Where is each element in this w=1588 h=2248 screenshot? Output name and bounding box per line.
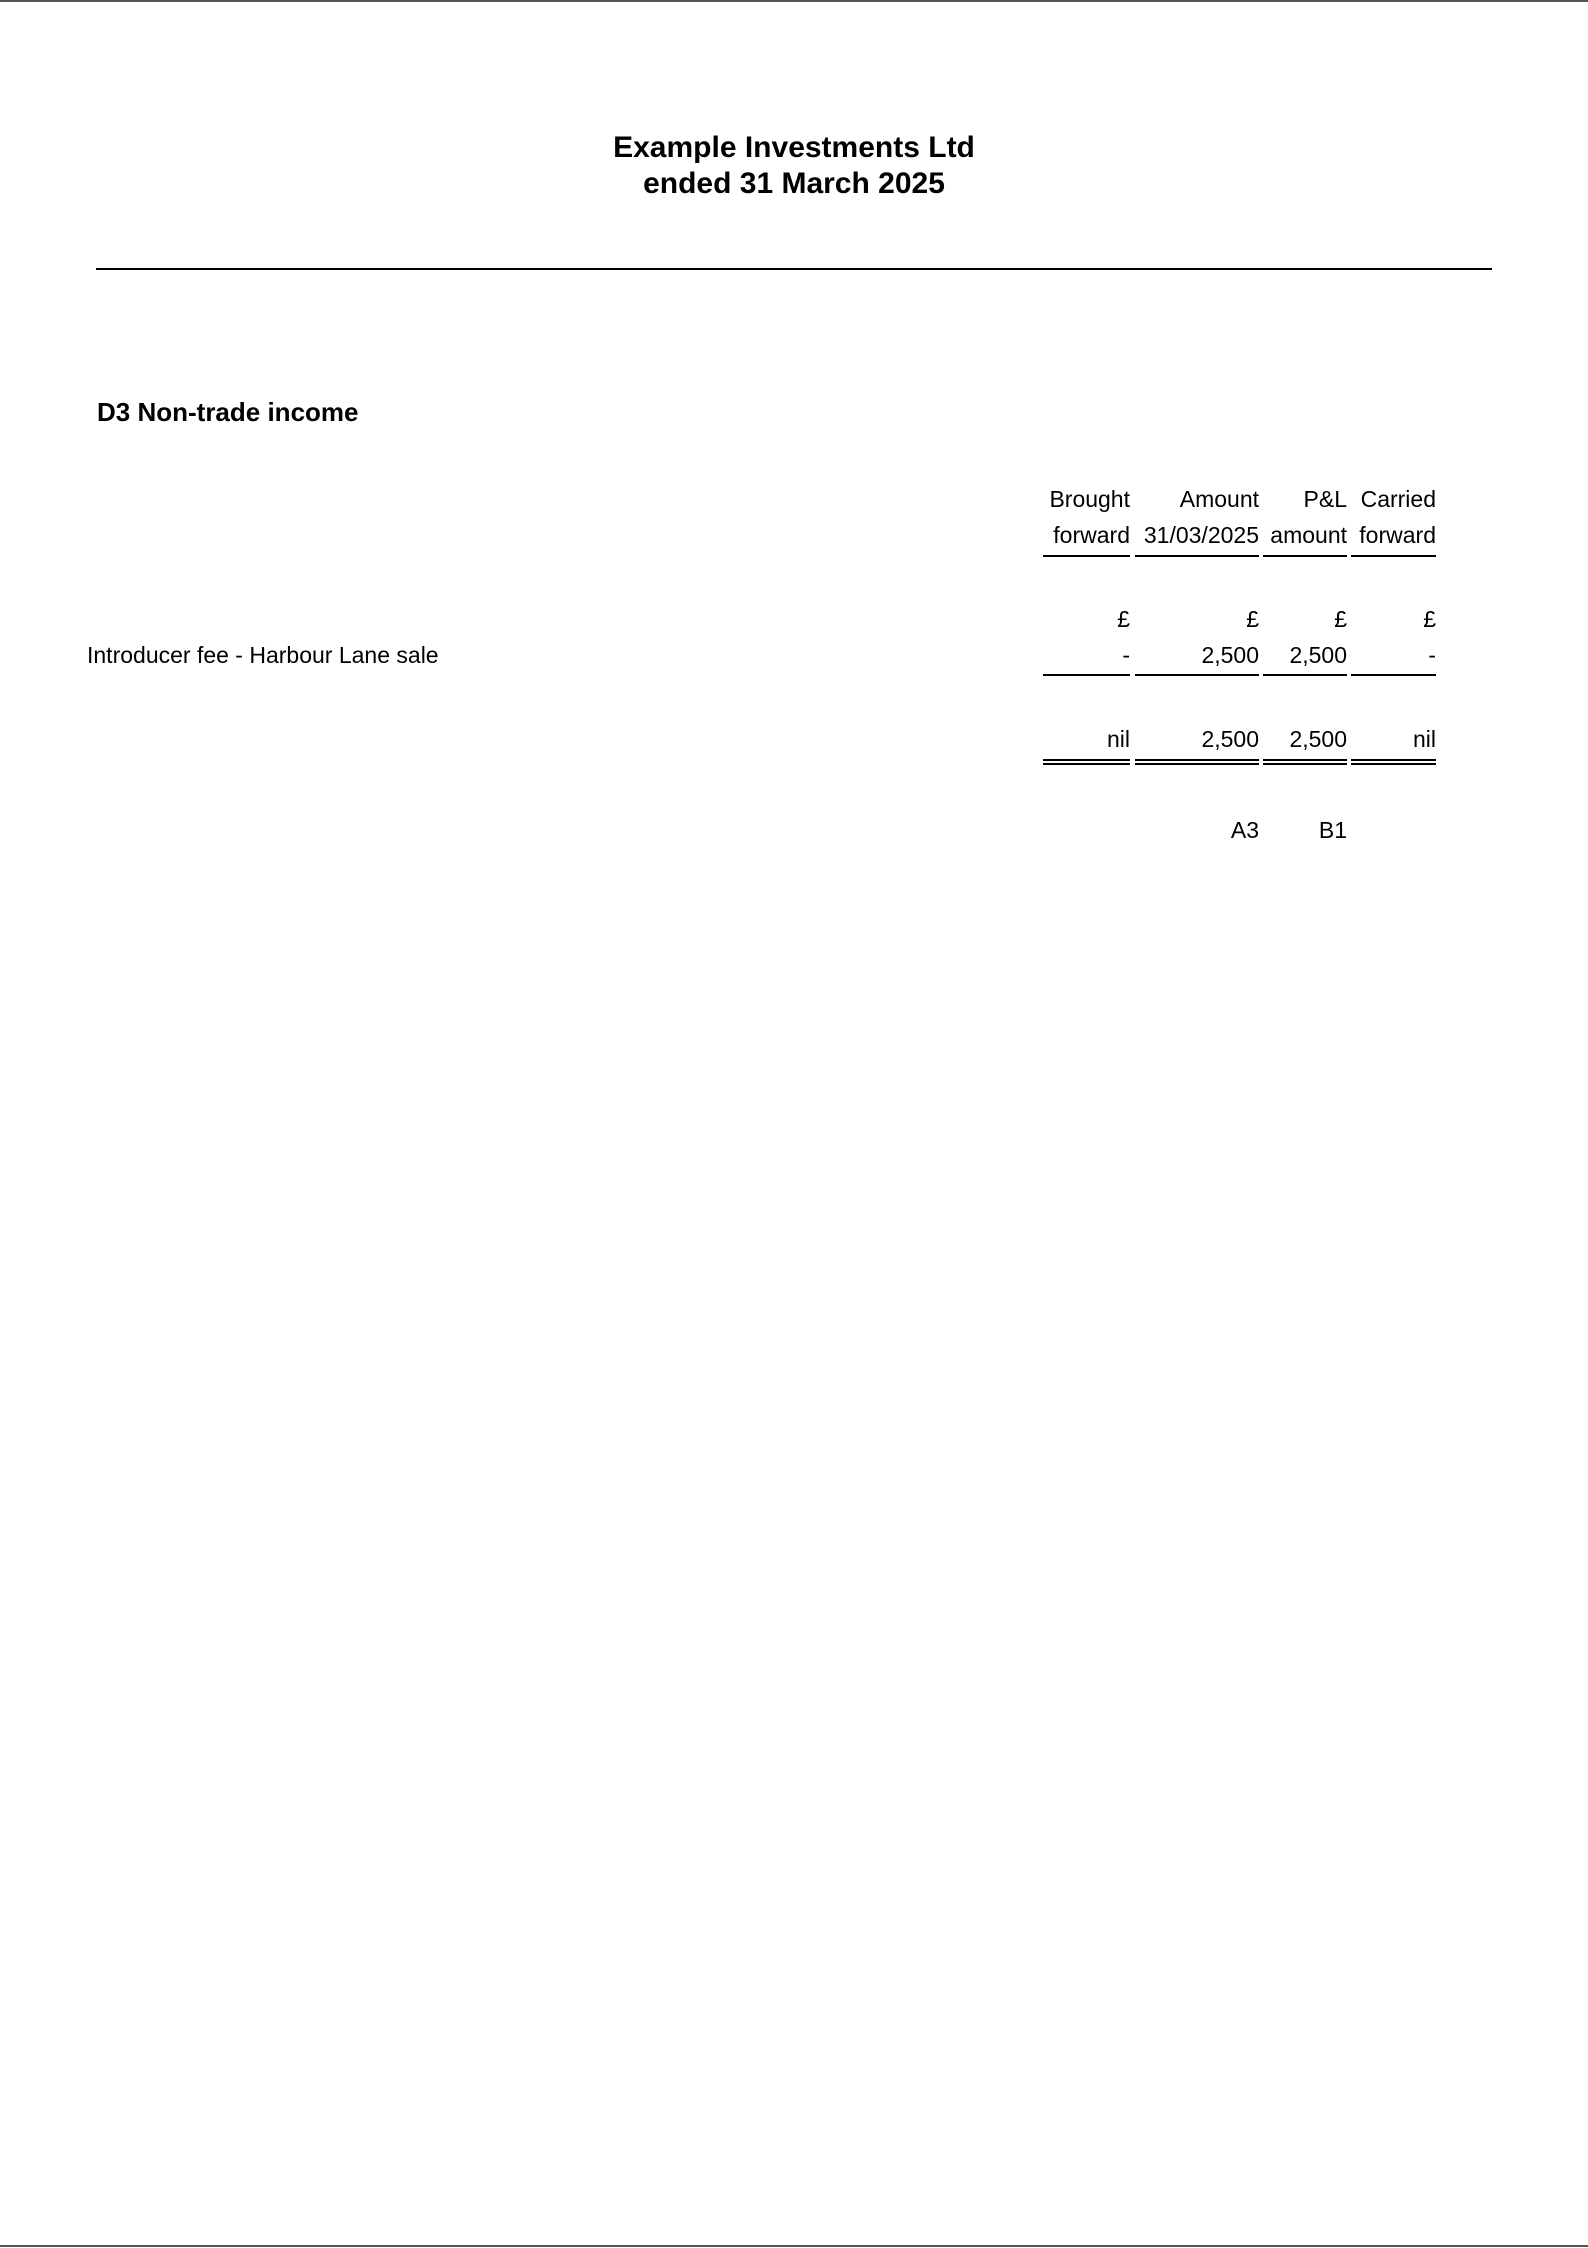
- column-header-pl-line1: P&L: [1303, 486, 1347, 512]
- currency-symbol: £: [1246, 606, 1259, 632]
- total-pl-amount: 2,500: [1289, 726, 1347, 752]
- page-top-border: [0, 0, 1588, 2]
- currency-symbol: £: [1423, 606, 1436, 632]
- total-double-underline: [1043, 759, 1130, 765]
- header-underline: [1135, 555, 1259, 557]
- reference-amount: A3: [1230, 817, 1259, 843]
- total-double-underline: [1351, 759, 1436, 765]
- header-underline: [1043, 555, 1130, 557]
- period-heading: ended 31 March 2025: [643, 167, 945, 200]
- row-value-pl-amount: 2,500: [1289, 642, 1347, 668]
- column-header-amount-line1: Amount: [1179, 486, 1259, 512]
- row-label: Introducer fee - Harbour Lane sale: [87, 642, 439, 668]
- section-title: D3 Non-trade income: [97, 397, 359, 427]
- company-name: Example Investments Ltd: [613, 131, 975, 164]
- reference-pl-amount: B1: [1318, 817, 1347, 843]
- currency-symbol: £: [1117, 606, 1130, 632]
- total-amount: 2,500: [1201, 726, 1259, 752]
- column-header-brought-forward-line2: forward: [1053, 522, 1130, 548]
- header-divider: [96, 268, 1492, 270]
- column-header-amount-line2: 31/03/2025: [1143, 522, 1259, 548]
- total-brought-forward: nil: [1106, 726, 1130, 752]
- row-underline: [1263, 674, 1347, 676]
- page-bottom-border: [0, 2245, 1588, 2247]
- row-underline: [1135, 674, 1259, 676]
- total-carried-forward: nil: [1412, 726, 1436, 752]
- column-header-carried-forward-line1: Carried: [1360, 486, 1436, 512]
- total-double-underline: [1135, 759, 1259, 765]
- row-underline: [1043, 674, 1130, 676]
- row-value-carried-forward: -: [1428, 642, 1436, 668]
- column-header-carried-forward-line2: forward: [1359, 522, 1436, 548]
- total-double-underline: [1263, 759, 1347, 765]
- row-underline: [1351, 674, 1436, 676]
- header-underline: [1351, 555, 1436, 557]
- currency-symbol: £: [1334, 606, 1347, 632]
- document-header: [0, 130, 1588, 202]
- column-header-pl-line2: amount: [1270, 522, 1347, 548]
- header-underline: [1263, 555, 1347, 557]
- column-header-brought-forward-line1: Brought: [1049, 486, 1130, 512]
- row-value-amount: 2,500: [1201, 642, 1259, 668]
- row-value-brought-forward: -: [1122, 642, 1130, 668]
